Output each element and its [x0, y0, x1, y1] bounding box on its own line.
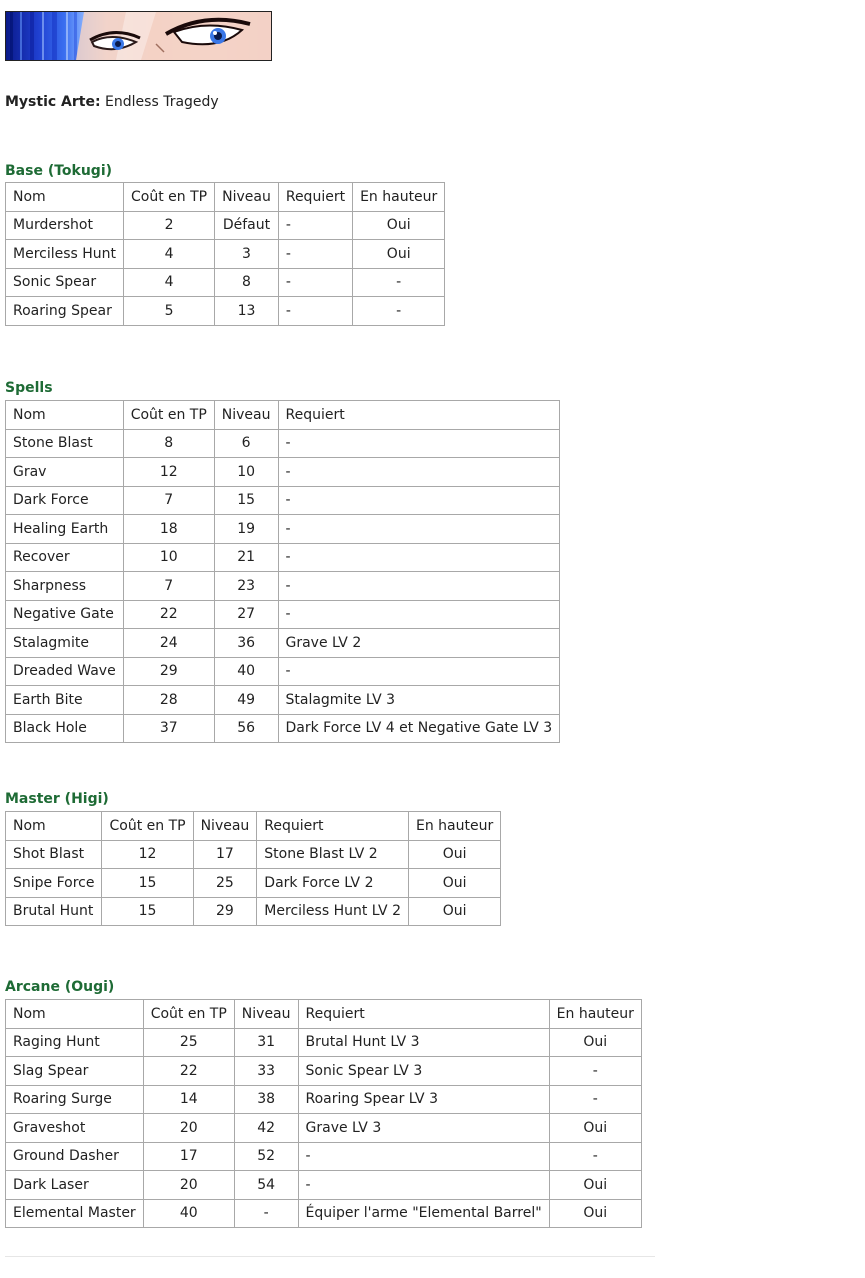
table-header-row	[6, 183, 445, 212]
cell-en-hauteur: -	[549, 1057, 641, 1086]
cell-requiert: Stone Blast LV 2	[257, 840, 409, 869]
cell-en-hauteur: -	[353, 268, 445, 297]
arcane-section-title: Arcane (Ougi)	[5, 979, 115, 995]
cell-requiert: -	[278, 458, 560, 487]
cell-niveau: 25	[193, 869, 257, 898]
cell-niveau: 36	[214, 629, 278, 658]
cell-requiert: Dark Force LV 2	[257, 869, 409, 898]
cell-cout: 18	[123, 515, 214, 544]
cell-nom: Ground Dasher	[6, 1142, 144, 1171]
cell-nom: Merciless Hunt	[6, 240, 124, 269]
cell-niveau: 19	[214, 515, 278, 544]
cell-en-hauteur: -	[353, 297, 445, 326]
cell-niveau: 40	[214, 657, 278, 686]
header-niveau: Niveau	[215, 183, 279, 212]
cell-niveau: 42	[234, 1114, 298, 1143]
cell-niveau: 21	[214, 543, 278, 572]
table-row	[6, 869, 501, 898]
cell-niveau: 13	[215, 297, 279, 326]
cell-en-hauteur: Oui	[408, 840, 500, 869]
cell-cout: 4	[124, 268, 215, 297]
cell-requiert: Grave LV 2	[278, 629, 560, 658]
cell-nom: Sharpness	[6, 572, 124, 601]
cell-requiert: -	[278, 297, 352, 326]
character-eyes-picture	[6, 12, 271, 60]
cell-cout: 5	[124, 297, 215, 326]
table-row	[6, 600, 560, 629]
header-niveau: Niveau	[214, 401, 278, 430]
cell-requiert: -	[298, 1142, 549, 1171]
mystic-arte-line	[5, 93, 219, 111]
cell-nom: Brutal Hunt	[6, 897, 102, 926]
cell-nom: Healing Earth	[6, 515, 124, 544]
header-cout: Coût en TP	[102, 812, 193, 841]
cell-cout: 22	[123, 600, 214, 629]
table-row	[6, 714, 560, 743]
header-en-hauteur: En hauteur	[549, 1000, 641, 1029]
cell-niveau: 54	[234, 1171, 298, 1200]
cell-cout: 40	[143, 1199, 234, 1228]
cell-cout: 37	[123, 714, 214, 743]
cell-requiert: Sonic Spear LV 3	[298, 1057, 549, 1086]
cell-nom: Dark Force	[6, 486, 124, 515]
cell-requiert: -	[278, 572, 560, 601]
character-banner-image	[5, 11, 272, 61]
cell-requiert: Brutal Hunt LV 3	[298, 1028, 549, 1057]
cell-requiert: -	[278, 600, 560, 629]
header-en-hauteur: En hauteur	[408, 812, 500, 841]
base-table	[5, 182, 445, 326]
cell-requiert: Roaring Spear LV 3	[298, 1085, 549, 1114]
cell-nom: Raging Hunt	[6, 1028, 144, 1057]
cell-en-hauteur: -	[549, 1085, 641, 1114]
header-cout: Coût en TP	[143, 1000, 234, 1029]
table-row	[6, 240, 445, 269]
cell-cout: 28	[123, 686, 214, 715]
cell-cout: 22	[143, 1057, 234, 1086]
header-niveau: Niveau	[193, 812, 257, 841]
cell-cout: 12	[102, 840, 193, 869]
table-row	[6, 486, 560, 515]
table-row	[6, 515, 560, 544]
cell-niveau: 23	[214, 572, 278, 601]
table-row	[6, 429, 560, 458]
table-row	[6, 1057, 642, 1086]
header-nom: Nom	[6, 401, 124, 430]
cell-niveau: Défaut	[215, 211, 279, 240]
cell-en-hauteur: Oui	[549, 1114, 641, 1143]
cell-niveau: 29	[193, 897, 257, 926]
cell-nom: Murdershot	[6, 211, 124, 240]
cell-en-hauteur: Oui	[408, 897, 500, 926]
header-requiert: Requiert	[278, 401, 560, 430]
mystic-arte-label: Mystic Arte:	[5, 94, 101, 110]
table-header-row	[6, 401, 560, 430]
cell-niveau: 38	[234, 1085, 298, 1114]
table-row	[6, 686, 560, 715]
arcane-table	[5, 999, 642, 1228]
cell-niveau: 8	[215, 268, 279, 297]
table-header-row	[6, 1000, 642, 1029]
cell-cout: 7	[123, 572, 214, 601]
cell-niveau: 27	[214, 600, 278, 629]
table-row	[6, 840, 501, 869]
table-row	[6, 1114, 642, 1143]
cell-cout: 15	[102, 897, 193, 926]
header-niveau: Niveau	[234, 1000, 298, 1029]
table-row	[6, 211, 445, 240]
table-row	[6, 543, 560, 572]
table-row	[6, 1028, 642, 1057]
cell-cout: 29	[123, 657, 214, 686]
master-section-title: Master (Higi)	[5, 791, 109, 807]
cell-cout: 12	[123, 458, 214, 487]
cell-niveau: 33	[234, 1057, 298, 1086]
table-row	[6, 657, 560, 686]
cell-cout: 20	[143, 1114, 234, 1143]
cell-requiert: -	[278, 268, 352, 297]
table-row	[6, 1085, 642, 1114]
cell-niveau: -	[234, 1199, 298, 1228]
table-row	[6, 458, 560, 487]
cell-en-hauteur: Oui	[353, 211, 445, 240]
cell-nom: Dreaded Wave	[6, 657, 124, 686]
cell-nom: Black Hole	[6, 714, 124, 743]
cell-nom: Stone Blast	[6, 429, 124, 458]
cell-en-hauteur: Oui	[408, 869, 500, 898]
cell-nom: Recover	[6, 543, 124, 572]
cell-requiert: Merciless Hunt LV 2	[257, 897, 409, 926]
cell-requiert: -	[278, 543, 560, 572]
mystic-arte-value: Endless Tragedy	[105, 94, 219, 110]
cell-en-hauteur: Oui	[549, 1171, 641, 1200]
table-row	[6, 1199, 642, 1228]
header-cout: Coût en TP	[123, 401, 214, 430]
cell-niveau: 52	[234, 1142, 298, 1171]
header-nom: Nom	[6, 1000, 144, 1029]
cell-cout: 20	[143, 1171, 234, 1200]
cell-niveau: 15	[214, 486, 278, 515]
cell-cout: 8	[123, 429, 214, 458]
cell-niveau: 3	[215, 240, 279, 269]
cell-cout: 17	[143, 1142, 234, 1171]
table-row	[6, 629, 560, 658]
cell-nom: Negative Gate	[6, 600, 124, 629]
cell-cout: 14	[143, 1085, 234, 1114]
table-row	[6, 1171, 642, 1200]
cell-requiert: Équiper l'arme "Elemental Barrel"	[298, 1199, 549, 1228]
cell-cout: 2	[124, 211, 215, 240]
cell-nom: Snipe Force	[6, 869, 102, 898]
cell-cout: 7	[123, 486, 214, 515]
table-row	[6, 1142, 642, 1171]
master-table	[5, 811, 501, 926]
cell-requiert: -	[278, 429, 560, 458]
cell-nom: Dark Laser	[6, 1171, 144, 1200]
cell-cout: 10	[123, 543, 214, 572]
cell-nom: Roaring Surge	[6, 1085, 144, 1114]
cell-requiert: -	[278, 486, 560, 515]
cell-requiert: -	[278, 515, 560, 544]
header-nom: Nom	[6, 812, 102, 841]
spells-section-title: Spells	[5, 380, 53, 396]
cell-niveau: 49	[214, 686, 278, 715]
cell-requiert: Grave LV 3	[298, 1114, 549, 1143]
cell-nom: Slag Spear	[6, 1057, 144, 1086]
cell-nom: Shot Blast	[6, 840, 102, 869]
cell-en-hauteur: -	[549, 1142, 641, 1171]
cell-niveau: 56	[214, 714, 278, 743]
table-row	[6, 297, 445, 326]
cell-requiert: Stalagmite LV 3	[278, 686, 560, 715]
cell-nom: Elemental Master	[6, 1199, 144, 1228]
cell-en-hauteur: Oui	[353, 240, 445, 269]
cell-requiert: -	[278, 657, 560, 686]
cell-requiert: Dark Force LV 4 et Negative Gate LV 3	[278, 714, 560, 743]
table-row	[6, 897, 501, 926]
table-row	[6, 572, 560, 601]
cell-nom: Sonic Spear	[6, 268, 124, 297]
cell-nom: Stalagmite	[6, 629, 124, 658]
cell-cout: 25	[143, 1028, 234, 1057]
cell-requiert: -	[278, 211, 352, 240]
header-requiert: Requiert	[278, 183, 352, 212]
header-cout: Coût en TP	[124, 183, 215, 212]
cell-en-hauteur: Oui	[549, 1028, 641, 1057]
spells-table	[5, 400, 560, 743]
header-nom: Nom	[6, 183, 124, 212]
table-header-row	[6, 812, 501, 841]
cell-cout: 15	[102, 869, 193, 898]
footer-divider	[5, 1256, 655, 1257]
cell-niveau: 31	[234, 1028, 298, 1057]
cell-nom: Roaring Spear	[6, 297, 124, 326]
header-requiert: Requiert	[257, 812, 409, 841]
table-row	[6, 268, 445, 297]
base-section-title: Base (Tokugi)	[5, 163, 113, 179]
cell-requiert: -	[278, 240, 352, 269]
cell-nom: Earth Bite	[6, 686, 124, 715]
cell-niveau: 17	[193, 840, 257, 869]
cell-nom: Graveshot	[6, 1114, 144, 1143]
cell-niveau: 10	[214, 458, 278, 487]
cell-requiert: -	[298, 1171, 549, 1200]
cell-en-hauteur: Oui	[549, 1199, 641, 1228]
cell-cout: 4	[124, 240, 215, 269]
header-requiert: Requiert	[298, 1000, 549, 1029]
cell-nom: Grav	[6, 458, 124, 487]
cell-cout: 24	[123, 629, 214, 658]
header-en-hauteur: En hauteur	[353, 183, 445, 212]
cell-niveau: 6	[214, 429, 278, 458]
